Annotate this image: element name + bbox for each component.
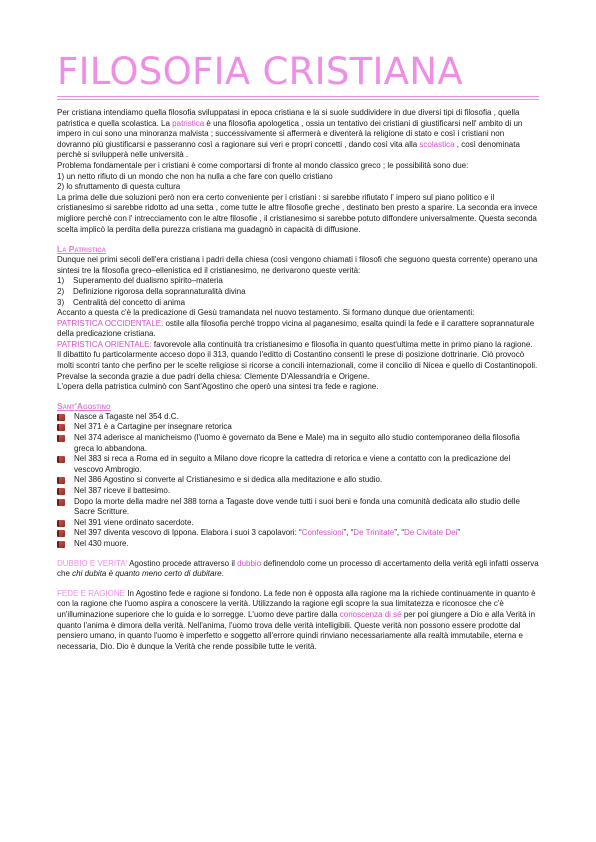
list-text: Dopo la morte della madre nel 388 torna a Tagaste dove vende tutti i suoi beni e fonda una comunità dedicata allo studio delle Sacre Scritture. (74, 496, 520, 517)
list-text: Nel 387 riceve il battesimo. (74, 486, 171, 495)
list-item (57, 298, 539, 309)
work-confessioni: Confessioni (301, 528, 344, 538)
patristica-paragraph-1: Dunque nei primi secoli dell'era cristiana i padri della chiesa (così vengono chiamati i filosofi che seguono questa corrente) operano una sintesi tre la filosofia greco–ellenistica ed il cristianesimo, ne derivarono queste verità: (57, 255, 538, 275)
list-text: Nel 430 muore. (74, 538, 129, 548)
list-item (57, 412, 539, 423)
title-divider (57, 96, 539, 100)
verita-list (57, 276, 539, 308)
text-run: . (221, 569, 224, 579)
list-item (57, 276, 539, 287)
list-item (57, 539, 539, 550)
book-bullet-icon (57, 424, 65, 431)
patristica-orientale (57, 340, 539, 351)
patristica-paragraph-3: Il dibattito fu particolarmente acceso dopo il 313, quando l'editto di Costantino consentì le prese di posizione dottrinarie. Ciò provocò molti scontri tanto che perfino per le scelte religiose si ricorse a concili internazionali, come il concilio di Nicea e quello di Costantinopoli. Prevalse la seconda grazie a due padri della chiesa: Clemente D'Alessandria e Origene. (57, 350, 538, 381)
section-heading-patristica: La Patristica (57, 244, 106, 255)
work-de-trinitate: De Trinitate (353, 528, 395, 538)
book-bullet-icon (57, 530, 65, 537)
list-text: Nel 371 è a Cartagine per insegnare retorica (74, 422, 232, 432)
text-run: per poi giungere a Dio e alla Verità in quanto l'anima è dimora della verità. Nell'anima, l'uomo trova delle verità intelligibili. Queste verità non possono essere prodotte dal pensiero umano, in quanto l'uomo è imperfetto e soggetto all'errore quindi rinviano necessariamente alla realtà immutabile, eterna e necessaria, Dio. Dio è dunque la Verità che rende possibile tutte le verità. (57, 609, 536, 651)
list-text: Centralità del concetto di anima (73, 297, 186, 307)
list-item (57, 528, 539, 539)
book-bullet-icon (57, 488, 65, 495)
text-run: favorevole alla continuità tra cristianesimo e filosofia in quanto quest'ultima mette in primo piano la ragione. (151, 339, 533, 349)
patristica-paragraph-4: L'opera della patristica culminò con Sant'Agostino che operò una sintesi tra fede e ragione. (57, 382, 379, 392)
text-run: Agostino procede attraverso il (127, 558, 238, 568)
text-run: ”, “ (394, 528, 404, 538)
list-number: 2) (57, 286, 65, 296)
biography-list (57, 412, 539, 550)
text-run: ” (457, 528, 461, 538)
book-bullet-icon (57, 435, 65, 442)
book-bullet-icon (57, 499, 65, 506)
list-item (57, 497, 539, 518)
list-item (57, 454, 539, 475)
intro-paragraph-3: La prima delle due soluzioni però non era certo conveniente per i cristiani : si sarebbe rifiutato l' impero sul piano politico e il cristianesimo si sarebbe ridotto ad una setta , come tutte le altre filosofie greche , destinato ben presto a sparire. La seconda era invece migliore perchè con l' intrecciamento con le altre filosofie , il cristianesimo si sarebbe potuto diffondere universalmente. Questa seconda scelta implicò la perdita della purezza cristiana ma guadagnò in capacità di diffusione. (57, 192, 538, 234)
label-dubbio: DUBBIO E VERITA' (57, 558, 128, 568)
list-text: Nasce a Tagaste nel 354 d.C. (74, 411, 179, 421)
work-de-civitate-dei: De Civitate Dei (403, 528, 458, 538)
text-run: Nel 397 diventa vescovo di Ippona. Elabora i suoi 3 capolavori: “ (74, 528, 302, 538)
text-run: ”, “ (343, 528, 354, 538)
agostino-section (57, 401, 539, 652)
label-occidentale: PATRISTICA OCCIDENTALE: (57, 318, 164, 328)
book-bullet-icon (57, 456, 65, 463)
term-scolastica: scolastica (419, 139, 455, 149)
text-run: definendolo come un processo di accertamento della verità egli infatti osserva che (57, 558, 539, 579)
term-patristica: patristica (172, 118, 205, 128)
text-run: ostile alla filosofia perché troppo vicina al paganesimo, esalta quindi la fede e il carattere soprannaturale della predicazione cristiana. (57, 318, 535, 339)
text-run: Per cristiana intendiamo quella filosofia sviluppatasi in epoca cristiana e la si suole suddividere in due diversi tipi di filosofia , quella patristica e quella scolastica. La (57, 108, 520, 128)
book-bullet-icon (57, 541, 65, 548)
section-heading-agostino: Sant'Agostino (57, 400, 111, 411)
list-item (57, 486, 539, 497)
patristica-occidentale (57, 319, 539, 340)
book-bullet-icon (57, 520, 65, 527)
intro-option-2: 2) lo sfruttamento di questa cultura (57, 182, 181, 192)
fede-paragraph (57, 589, 539, 653)
page-title: FILOSOFIA CRISTIANA (57, 50, 463, 93)
list-text: Nel 383 si reca a Roma ed in seguito a Milano dove ricopre la cattedra di retorica e viene a contatto con la predicazione del vescovo Ambrogio. (74, 454, 511, 474)
text-run: In Agostino fede e ragione si fondono. La fede non è opposta alla ragione ma la richiede continuamente in quanto è con la ragione che l'uomo aspira a conoscere la verità. Utilizzando la ragione egli scopre la sua limitatezza e riconosce che c'è un'illuminazione superiore che lo guida e lo sorregge. L'uomo deve partire dalla (57, 588, 536, 619)
list-text: Superamento del dualismo spirito–materia (73, 276, 223, 286)
term-dubbio: dubbio (237, 558, 262, 568)
list-item (57, 287, 539, 298)
text-run: , così denominata perchè si svilupperà nelle università . (57, 139, 520, 160)
label-orientale: PATRISTICA ORIENTALE: (57, 339, 152, 349)
list-item (57, 475, 539, 486)
intro-paragraph-1 (57, 108, 539, 161)
list-text (74, 528, 460, 539)
list-text: Nel 386 Agostino si converte al Cristianesimo e si dedica alla meditazione e allo studio. (74, 475, 383, 485)
list-item (57, 518, 539, 529)
text-run: è una filosofia apologetica , ossia un tentativo dei cristiani di giustificarsi nell' ambito di un impero in cui sono una minoranza malvista ; successivamente si affermerà e diventerà la religione di stato e così i cristiani non dovranno più giustificarsi e passeranno così a ragionare sui veri e propri concetti , dando così vita alla (57, 118, 523, 149)
list-text: Nel 374 aderisce al manicheismo (l'uomo è governato da Bene e Male) ma in seguito allo studio contemporaneo della filosofia greca lo abbandona. (74, 433, 520, 453)
list-number: 1) (57, 276, 65, 286)
list-item (57, 433, 539, 454)
patristica-paragraph-2: Accanto a questa c'è la predicazione di Gesù tramandata nel nuovo testamento. Si formano dunque due orientamenti: (57, 308, 475, 318)
intro-paragraph-2: Problema fondamentale per i cristiani è come comportarsi di fronte al mondo classico greco ; le possibilità sono due: (57, 160, 469, 170)
list-text: Nel 391 viene ordinato sacerdote. (74, 517, 194, 527)
quote-dubitare: chi dubita è quanto meno certo di dubitare (72, 569, 222, 579)
document-page (57, 52, 539, 652)
intro-option-1: 1) un netto rifiuto di un mondo che non ha nulla a che fare con quello cristiano (57, 171, 333, 181)
term-conoscenza: conoscenza di sé (339, 609, 402, 619)
book-bullet-icon (57, 414, 65, 421)
list-number: 3) (57, 297, 65, 307)
dubbio-paragraph (57, 559, 539, 580)
patristica-section (57, 244, 539, 393)
intro-section (57, 108, 539, 235)
label-fede: FEDE E RAGIONE (57, 588, 126, 598)
book-bullet-icon (57, 477, 65, 484)
list-text: Definizione rigorosa della soprannaturalità divina (73, 286, 246, 296)
list-item (57, 422, 539, 433)
